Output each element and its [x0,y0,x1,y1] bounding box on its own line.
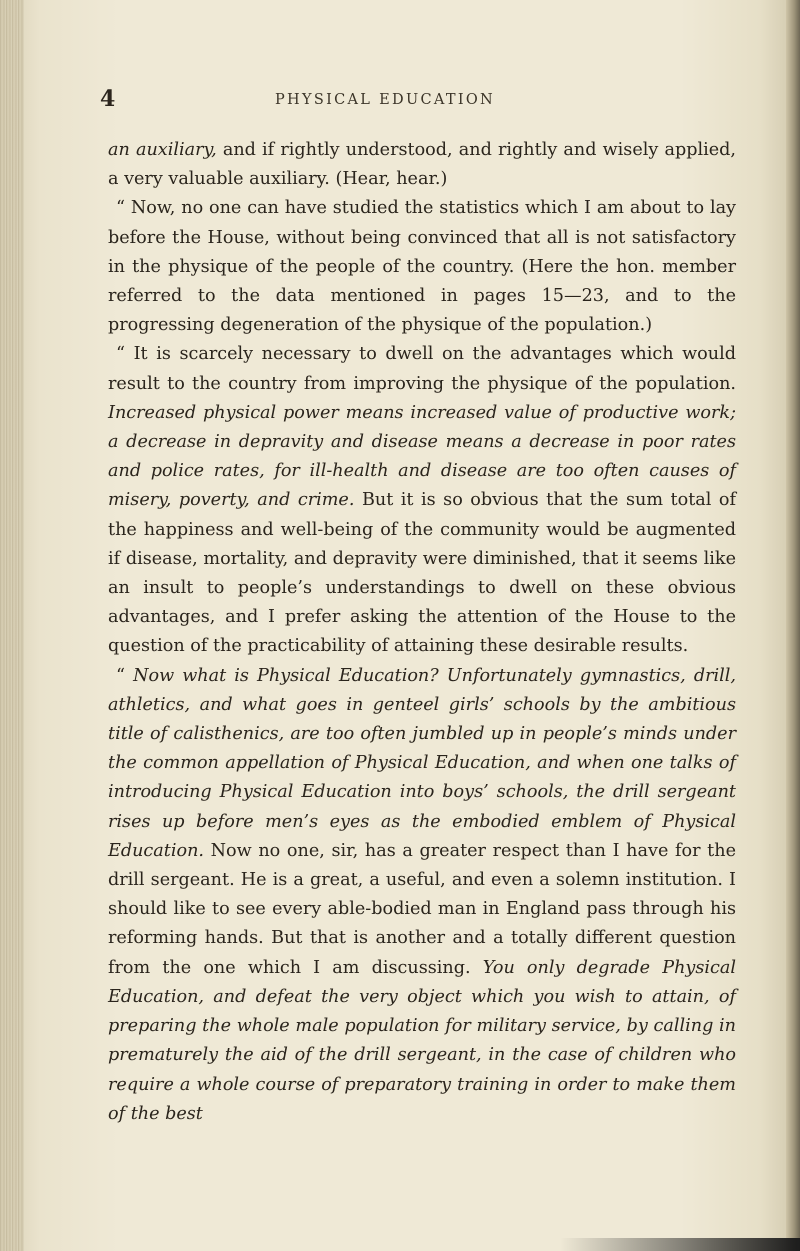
page-header [100,86,700,116]
body-text [108,136,736,1129]
running-head: PHYSICAL EDUCATION [275,92,496,108]
text-span: and if rightly understood, and rightly and wisely applied, a very valuable auxiliary. (Hear, hear.) [108,140,736,190]
text-span: “ It is scarcely necessary to dwell on the advantages which would result to the country from improving the physique of the population. [108,344,736,394]
paragraph-2 [108,194,736,340]
page-number: 4 [100,86,116,112]
page-corner-shadow [560,1238,800,1251]
page-right-edge [786,0,800,1251]
text-span: Increased physical power means increased value of productive work; a decrease in depravity and disease means a decrease in poor rates and police rates, for ill-health and disease are too often causes of misery, poverty, and crime. [108,402,736,511]
paragraph-4 [108,662,736,1129]
text-span: But it is so obvious that the sum total of the happiness and well-being of the community would be augmented if disease, mortality, and depravity were diminished, that it seems like an insult to people’s understandings to dwell on these obvious advantages, and I prefer asking the attention of the House to the question of the practicability of attaining these desirable results. [108,490,736,657]
text-span: Now no one, sir, has a greater respect than I have for the drill sergeant. He is a great, a useful, and even a solemn institution. I should like to see every able-bodied man in England pass through his reforming hands. But that is another and a totally different question from the one which I am discussing. [108,840,736,978]
text-span: “ [116,665,134,686]
paragraph-1 [108,136,736,194]
paragraph-3 [108,340,736,661]
text-span: “ Now, no one can have studied the statistics which I am about to lay before the House, without being convinced that all is not satisfactory in the physique of the people of the country. (Here the hon. member referred to the data mentioned in pages 15—23, and to the progressing degeneration of the physique of the population.) [108,198,736,336]
text-span: Now what is Physical Education? Unfortunately gymnastics, drill, athletics, and what goes in genteel girls’ schools by the ambitious title of calisthenics, are too often jumbled up in people’s minds under the common appellation of Physical Education, and when one talks of introducing Physical Education into boys’ schools, the drill sergeant rises up before men’s eyes as the embodied emblem of Physical Education. [108,665,736,861]
text-span: You only degrade Physical Education, and defeat the very object which you wish to attain, of preparing the whole male population for military service, by calling in prematurely the aid of the drill sergeant, in the case of children who require a whole course of preparatory training in order to make them of the best [108,957,736,1124]
page-binding-edge [0,0,24,1251]
text-span: an auxiliary, [108,140,217,160]
